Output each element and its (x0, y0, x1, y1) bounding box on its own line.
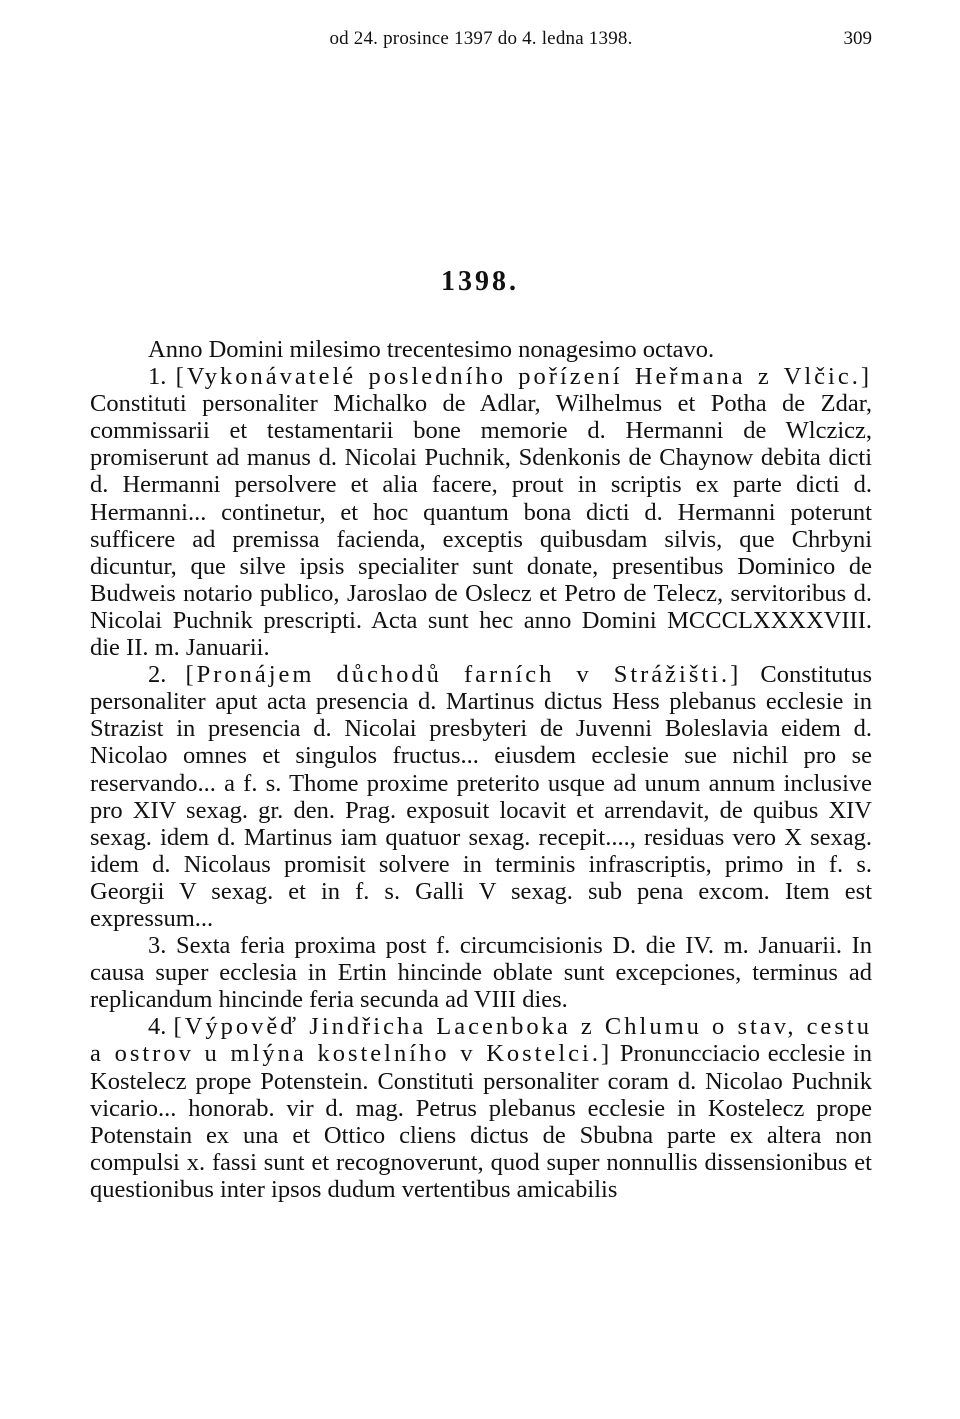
year-heading: 1398. (441, 266, 519, 297)
entry-title: [Pronájem důchodů farních v Strážišti.] (185, 661, 742, 689)
entry-1 (90, 363, 872, 661)
running-title: od 24. prosince 1397 do 4. ledna 1398. (329, 28, 633, 49)
entry-text: Constituti personaliter Michalko de Adlar, Wilhelmus et Potha de Zdar, commissarii et testamentarii bone memorie d. Hermanni de Wlczicz, promiserunt ad manus d. Nicolai Puchnik, Sdenkonis de Chaynow debita dicti d. Hermanni persolvere et alia facere, prout in scriptis ex parte dicti d. Hermanni... continetur, et hoc quantum bona dicti d. Hermanni poterunt sufficere ad premissa facienda, exceptis quibusdam silvis, que Chrbyni dicuntur, que silve ipsis specialiter sunt donate, presentibus Dominico de Budweis notario publico, Jaroslao de Oslecz et Petro de Telecz, servitoribus d. Nicolai Puchnik prescripti. Acta sunt hec anno Domini MCCCLXXXXVIII. die II. m. Januarii. (90, 390, 872, 662)
running-header (90, 28, 872, 54)
entry-text: Constitutus personaliter aput acta presencia d. Martinus dictus Hess plebanus ecclesie in Strazist in presencia d. Nicolai presbyteri de Juvenni Boleslavia eidem d. Nicolao omnes et singulos fructus... eiusdem ecclesie sue nichil pro se reservando... a f. s. Thome proxime preterito usque ad unum annum inclusive pro XIV sexag. gr. den. Prag. exposuit locavit et arrendavit, de quibus XIV sexag. idem d. Martinus iam quatuor sexag. recepit...., residuas vero X sexag. idem d. Nicolaus promisit solvere in terminis infrascriptis, primo in f. s. Georgii V sexag. et in f. s. Galli V sexag. sub pena excom. Item est expressum... (90, 661, 873, 932)
entry-number: 4. (148, 1013, 167, 1041)
entry-title: [Vykonávatelé posledního pořízení Heřmana z Vlčic.] (175, 363, 872, 391)
body-text (90, 336, 872, 1203)
page-number: 309 (843, 28, 872, 49)
entry-3 (90, 932, 872, 1013)
entry-2 (90, 661, 872, 932)
entry-number: 1. (148, 363, 167, 391)
entry-title: [Výpověď Jindřicha Lacenboka z Chlumu o stav, cestu a ostrov u mlýna kostelního v Kostelci.] (90, 1013, 872, 1068)
entry-number: 3. (148, 932, 167, 960)
entry-text: Sexta feria proxima post f. circumcisionis D. die IV. m. Januarii. In causa super ecclesia in Ertin hincinde oblate sunt excepciones, terminus ad replicandum hincinde feria secunda ad VIII dies. (90, 932, 872, 1014)
entry-4 (90, 1013, 872, 1203)
entry-text: Pronuncciacio ecclesie in Kostelecz prope Potenstein. Constituti personaliter coram d. Nicolao Puchnik vicario... honorab. vir d. mag. Petrus plebanus ecclesie in Kostelecz prope Potenstain ex una et Ottico cliens dictus de Sbubna parte ex altera non compulsi x. fassi sunt et recognoverunt, quod super nonnullis dissensionibus et questionibus inter ipsos dudum vertentibus amicabilis (90, 1040, 873, 1203)
intro-line: Anno Domini milesimo trecentesimo nonagesimo octavo. (148, 336, 715, 363)
entry-number: 2. (148, 661, 167, 689)
